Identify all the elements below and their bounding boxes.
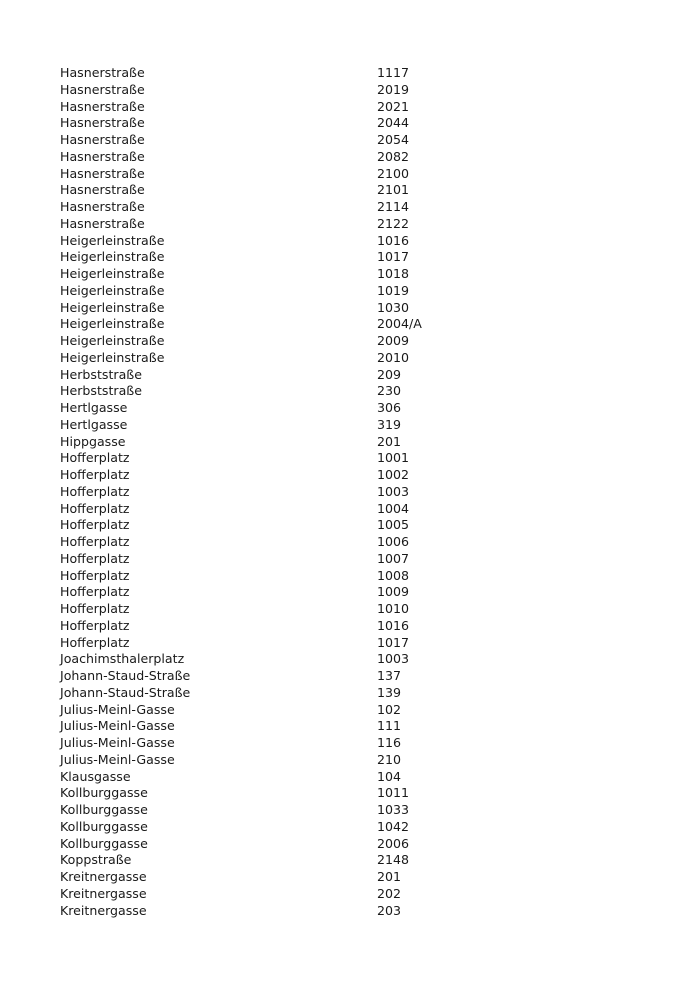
house-number-cell: 1003 bbox=[377, 483, 410, 499]
house-number-cell: 2009 bbox=[377, 333, 410, 348]
table-row bbox=[60, 166, 540, 183]
address-table bbox=[60, 65, 540, 919]
street-name-cell: Joachimsthalerplatz bbox=[60, 651, 185, 667]
house-number-cell: 104 bbox=[377, 768, 402, 784]
house-number-cell: 2082 bbox=[377, 148, 410, 164]
house-number-cell: 1033 bbox=[377, 802, 410, 817]
table-row bbox=[60, 132, 540, 149]
table-row bbox=[60, 752, 540, 769]
table-row bbox=[60, 903, 540, 920]
house-number-cell: 1006 bbox=[377, 534, 410, 549]
street-name-cell: Hofferplatz bbox=[60, 467, 130, 482]
table-row bbox=[60, 216, 540, 233]
street-name-cell: Kollburggasse bbox=[60, 835, 148, 851]
street-name-cell: Hofferplatz bbox=[60, 567, 130, 583]
street-name-cell: Julius-Meinl-Gasse bbox=[60, 751, 175, 767]
table-row bbox=[60, 333, 540, 350]
table-row bbox=[60, 350, 540, 367]
street-name-cell: Kollburggasse bbox=[60, 785, 148, 801]
street-name-cell: Hasnerstraße bbox=[60, 182, 145, 198]
table-row bbox=[60, 534, 540, 551]
house-number-cell: 201 bbox=[377, 433, 402, 449]
street-name-cell: Hofferplatz bbox=[60, 500, 130, 516]
table-row bbox=[60, 618, 540, 635]
street-name-cell: Johann-Staud-Straße bbox=[60, 668, 191, 683]
table-row bbox=[60, 400, 540, 417]
table-row bbox=[60, 584, 540, 601]
street-name-cell: Hofferplatz bbox=[60, 584, 130, 600]
street-name-cell: Hofferplatz bbox=[60, 483, 130, 499]
table-row bbox=[60, 450, 540, 467]
house-number-cell: 102 bbox=[377, 701, 402, 717]
street-name-cell: Heigerleinstraße bbox=[60, 249, 165, 265]
house-number-cell: 2148 bbox=[377, 852, 410, 868]
table-row bbox=[60, 233, 540, 250]
house-number-cell: 1016 bbox=[377, 232, 410, 248]
house-number-cell: 1016 bbox=[377, 617, 410, 633]
house-number-cell: 203 bbox=[377, 902, 402, 918]
house-number-cell: 137 bbox=[377, 668, 402, 683]
street-name-cell: Hasnerstraße bbox=[60, 148, 145, 164]
street-name-cell: Kreitnergasse bbox=[60, 869, 147, 884]
table-row bbox=[60, 819, 540, 836]
house-number-cell: 1011 bbox=[377, 785, 410, 801]
table-row bbox=[60, 417, 540, 434]
table-row bbox=[60, 300, 540, 317]
house-number-cell: 1030 bbox=[377, 299, 410, 315]
table-row bbox=[60, 836, 540, 853]
table-row bbox=[60, 869, 540, 886]
table-row bbox=[60, 886, 540, 903]
house-number-cell: 1005 bbox=[377, 517, 410, 533]
street-name-cell: Kollburggasse bbox=[60, 802, 148, 817]
street-name-cell: Heigerleinstraße bbox=[60, 333, 165, 348]
house-number-cell: 2019 bbox=[377, 81, 410, 97]
table-row bbox=[60, 635, 540, 652]
house-number-cell: 2100 bbox=[377, 165, 410, 181]
table-row bbox=[60, 735, 540, 752]
street-name-cell: Kreitnergasse bbox=[60, 902, 147, 918]
house-number-cell: 2021 bbox=[377, 98, 410, 114]
house-number-cell: 2114 bbox=[377, 199, 410, 214]
house-number-cell: 2044 bbox=[377, 115, 410, 131]
table-row bbox=[60, 266, 540, 283]
house-number-cell: 1001 bbox=[377, 450, 410, 466]
table-row bbox=[60, 115, 540, 132]
house-number-cell: 1002 bbox=[377, 467, 410, 482]
table-row bbox=[60, 852, 540, 869]
street-name-cell: Heigerleinstraße bbox=[60, 266, 165, 281]
street-name-cell: Klausgasse bbox=[60, 768, 131, 784]
house-number-cell: 2004/A bbox=[377, 316, 422, 332]
street-name-cell: Hofferplatz bbox=[60, 634, 130, 650]
house-number-cell: 201 bbox=[377, 869, 402, 884]
street-name-cell: Kreitnergasse bbox=[60, 885, 147, 901]
table-row bbox=[60, 702, 540, 719]
street-name-cell: Johann-Staud-Straße bbox=[60, 684, 191, 700]
table-row bbox=[60, 484, 540, 501]
house-number-cell: 1003 bbox=[377, 651, 410, 667]
street-name-cell: Hofferplatz bbox=[60, 534, 130, 549]
table-row bbox=[60, 568, 540, 585]
street-name-cell: Heigerleinstraße bbox=[60, 232, 165, 248]
house-number-cell: 230 bbox=[377, 383, 402, 399]
street-name-cell: Hofferplatz bbox=[60, 617, 130, 633]
house-number-cell: 2122 bbox=[377, 215, 410, 231]
table-row bbox=[60, 434, 540, 451]
street-name-cell: Kollburggasse bbox=[60, 818, 148, 834]
table-row bbox=[60, 685, 540, 702]
street-name-cell: Hasnerstraße bbox=[60, 215, 145, 231]
house-number-cell: 1007 bbox=[377, 550, 410, 566]
table-row bbox=[60, 501, 540, 518]
table-row bbox=[60, 467, 540, 484]
street-name-cell: Herbststraße bbox=[60, 366, 142, 382]
table-row bbox=[60, 601, 540, 618]
house-number-cell: 209 bbox=[377, 366, 402, 382]
street-name-cell: Hofferplatz bbox=[60, 450, 130, 466]
house-number-cell: 111 bbox=[377, 718, 402, 734]
street-name-cell: Herbststraße bbox=[60, 383, 142, 399]
table-row bbox=[60, 82, 540, 99]
house-number-cell: 2101 bbox=[377, 182, 410, 198]
table-row bbox=[60, 249, 540, 266]
house-number-cell: 116 bbox=[377, 735, 402, 750]
street-name-cell: Hasnerstraße bbox=[60, 132, 145, 147]
street-name-cell: Heigerleinstraße bbox=[60, 316, 165, 332]
table-row bbox=[60, 283, 540, 300]
street-name-cell: Julius-Meinl-Gasse bbox=[60, 735, 175, 750]
table-row bbox=[60, 785, 540, 802]
house-number-cell: 319 bbox=[377, 416, 402, 432]
table-row bbox=[60, 517, 540, 534]
table-row bbox=[60, 718, 540, 735]
street-name-cell: Hertlgasse bbox=[60, 400, 128, 415]
house-number-cell: 1018 bbox=[377, 266, 410, 281]
house-number-cell: 2006 bbox=[377, 835, 410, 851]
table-row bbox=[60, 668, 540, 685]
street-name-cell: Hasnerstraße bbox=[60, 199, 145, 214]
house-number-cell: 1019 bbox=[377, 282, 410, 298]
house-number-cell: 1017 bbox=[377, 249, 410, 265]
house-number-cell: 2054 bbox=[377, 132, 410, 147]
table-row bbox=[60, 769, 540, 786]
house-number-cell: 1008 bbox=[377, 567, 410, 583]
street-name-cell: Julius-Meinl-Gasse bbox=[60, 718, 175, 734]
house-number-cell: 306 bbox=[377, 400, 402, 415]
table-row bbox=[60, 367, 540, 384]
house-number-cell: 139 bbox=[377, 684, 402, 700]
street-name-cell: Heigerleinstraße bbox=[60, 299, 165, 315]
table-row bbox=[60, 651, 540, 668]
street-name-cell: Julius-Meinl-Gasse bbox=[60, 701, 175, 717]
street-name-cell: Hasnerstraße bbox=[60, 81, 145, 97]
table-row bbox=[60, 316, 540, 333]
street-name-cell: Hasnerstraße bbox=[60, 115, 145, 131]
table-row bbox=[60, 551, 540, 568]
street-name-cell: Hippgasse bbox=[60, 433, 126, 449]
street-name-cell: Koppstraße bbox=[60, 852, 132, 868]
table-row bbox=[60, 802, 540, 819]
street-name-cell: Hasnerstraße bbox=[60, 165, 145, 181]
table-row bbox=[60, 199, 540, 216]
house-number-cell: 1010 bbox=[377, 601, 410, 616]
street-name-cell: Hasnerstraße bbox=[60, 65, 145, 80]
house-number-cell: 1009 bbox=[377, 584, 410, 600]
house-number-cell: 1017 bbox=[377, 634, 410, 650]
table-row bbox=[60, 383, 540, 400]
street-name-cell: Heigerleinstraße bbox=[60, 282, 165, 298]
street-name-cell: Hasnerstraße bbox=[60, 98, 145, 114]
house-number-cell: 2010 bbox=[377, 349, 410, 365]
street-name-cell: Hofferplatz bbox=[60, 550, 130, 566]
table-row bbox=[60, 65, 540, 82]
house-number-cell: 1004 bbox=[377, 500, 410, 516]
street-name-cell: Hertlgasse bbox=[60, 416, 128, 432]
street-name-cell: Heigerleinstraße bbox=[60, 349, 165, 365]
house-number-cell: 202 bbox=[377, 885, 402, 901]
street-name-cell: Hofferplatz bbox=[60, 517, 130, 533]
house-number-cell: 1117 bbox=[377, 65, 410, 80]
street-name-cell: Hofferplatz bbox=[60, 601, 130, 616]
table-row bbox=[60, 149, 540, 166]
house-number-cell: 1042 bbox=[377, 818, 410, 834]
house-number-cell: 210 bbox=[377, 751, 402, 767]
table-row bbox=[60, 182, 540, 199]
table-row bbox=[60, 99, 540, 116]
